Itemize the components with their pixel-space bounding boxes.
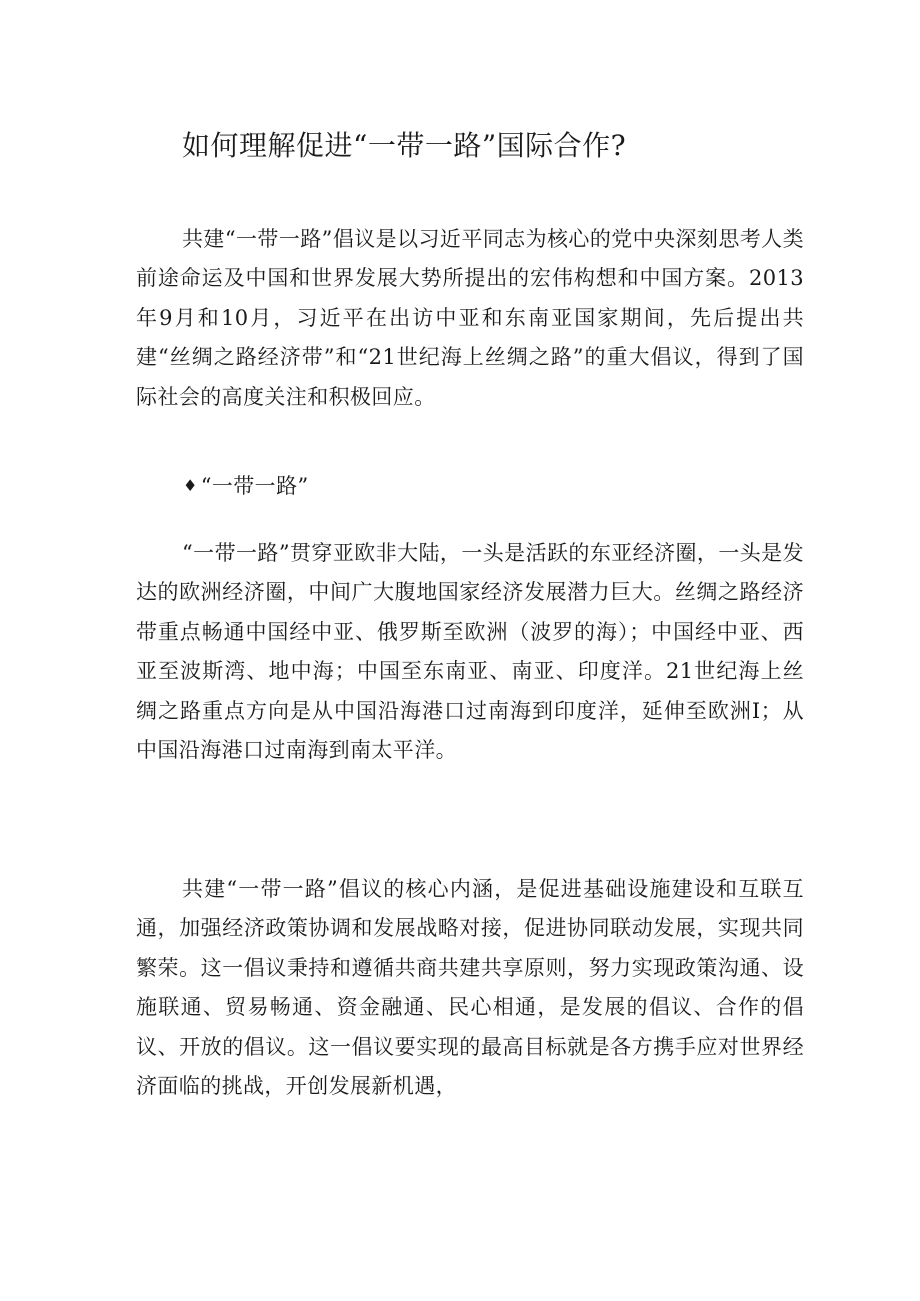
- paragraph-intro: 共建“一带一路”倡议是以习近平同志为核心的党中央深刻思考人类前途命运及中国和世界发展大势所提出的宏伟构想和中国方案。2013年9月和10月，习近平在出访中亚和东南亚国家期间，先后提出共建“丝绸之路经济带”和“21世纪海上丝绸之路”的重大倡议，得到了国际社会的高度关注和积极回应。: [136, 227, 804, 409]
- diamond-bullet-icon: ♦: [183, 476, 198, 495]
- section-heading-label: “一带一路”: [200, 474, 309, 498]
- paragraph-routes: “一带一路”贯穿亚欧非大陆，一头是活跃的东亚经济圈，一头是发达的欧洲经济圈，中间广大腹地国家经济发展潜力巨大。丝绸之路经济带重点畅通中国经中亚、俄罗斯至欧洲（波罗的海）；中国经中亚、西亚至波斯湾、地中海；中国至东南亚、南亚、印度洋。21世纪海上丝绸之路重点方向是从中国沿海港口过南海到印度洋，延伸至欧洲I；从中国沿海港口过南海到南太平洋。: [136, 541, 804, 763]
- page-title: 如何理解促进“一带一路”国际合作?: [182, 129, 627, 162]
- section-heading: [183, 466, 309, 506]
- paragraph-core-connotation: 共建“一带一路”倡议的核心内涵，是促进基础设施建设和互联互通，加强经济政策协调和发展战略对接，促进协同联动发展，实现共同繁荣。这一倡议秉持和遵循共商共建共享原则，努力实现政策沟通、设施联通、贸易畅通、资金融通、民心相通，是发展的倡议、合作的倡议、开放的倡议。这一倡议要实现的最高目标就是各方携手应对世界经济面临的挑战，开创发展新机遇，: [136, 877, 804, 1099]
